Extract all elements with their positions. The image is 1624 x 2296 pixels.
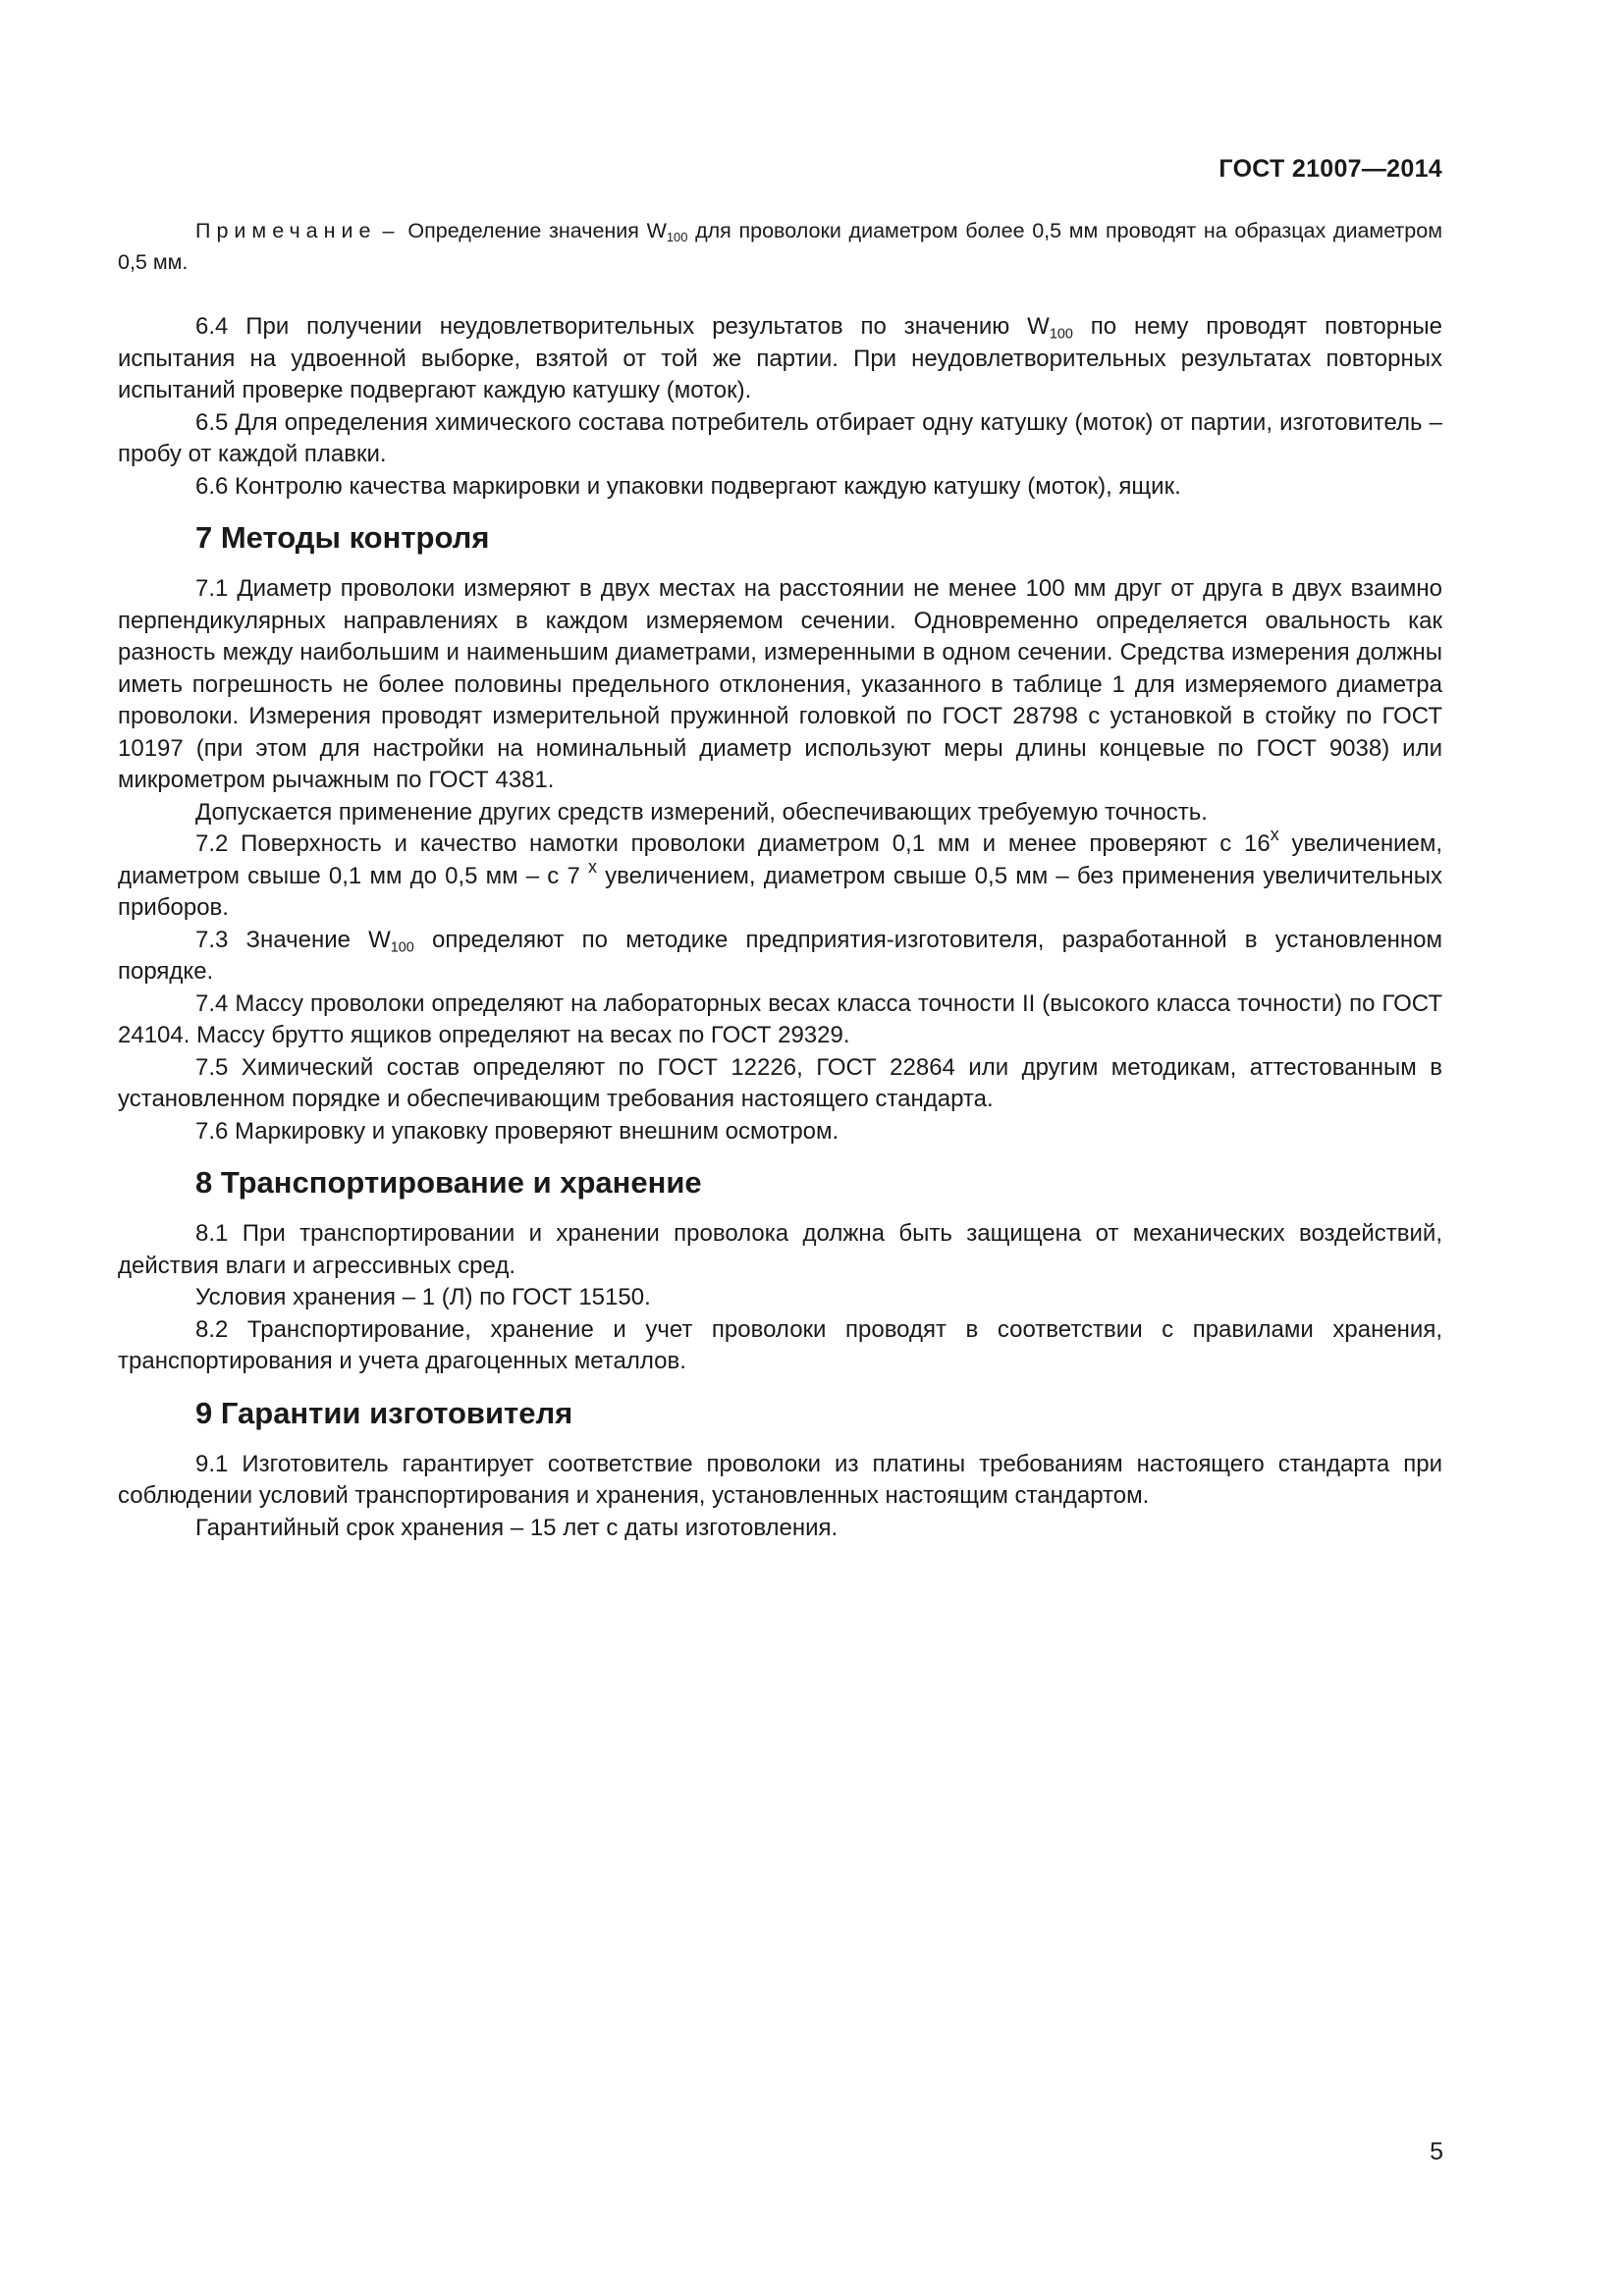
- note-subscript: 100: [666, 229, 688, 244]
- clause-7-1: 7.1 Диаметр проволоки измеряют в двух местах на расстоянии не менее 100 мм друг от друга в двух взаимно перпендикулярных направлениях в каждом измеряемом сечении. Одновременно определяется овальность как разность между наибольшим и наименьшим диаметрами, измеренными в одном сечении. Средства измерения должны иметь погрешность не более половины предельного отклонения, указанного в таблице 1 для измеряемого диаметра проволоки. Измерения проводят измерительной пружинной головкой по ГОСТ 28798 с установкой в стойку по ГОСТ 10197 (при этом для настройки на номинальный диаметр используют меры длины концевые по ГОСТ 9038) или микрометром рычажным по ГОСТ 4381.: [118, 575, 1442, 793]
- clause-6-4: [118, 311, 1442, 407]
- clause-7-4: 7.4 Массу проволоки определяют на лабораторных весах класса точности II (высокого класса точности) по ГОСТ 24104. Массу брутто ящиков определяют на весах по ГОСТ 29329.: [118, 989, 1443, 1048]
- note-label: Примечание: [195, 219, 377, 242]
- clause-7-3-text-rest: определяют по методике предприятия-изготовителя, разработанной в установленном порядке.: [118, 926, 1443, 985]
- clause-7-6: 7.6 Маркировку и упаковку проверяют внешним осмотром.: [195, 1117, 839, 1145]
- clause-7-1-addendum: Допускается применение других средств измерений, обеспечивающих требуемую точность.: [195, 798, 1208, 826]
- spacer: [118, 278, 1442, 311]
- clause-6-4-text-rest: по нему проводят повторные испытания на удвоенной выборке, взятой от той же партии. При неудовлетворительных результатах повторных испытаний проверке подвергают каждую катушку (моток).: [118, 313, 1442, 403]
- clause-6-6: 6.6 Контролю качества маркировки и упаковки подвергают каждую катушку (моток), ящик.: [195, 472, 1181, 500]
- clause-6-4-text: 6.4 При получении неудовлетворительных результатов по значению W: [195, 313, 1050, 340]
- clause-7-3: [118, 925, 1442, 988]
- clause-6-4-subscript: 100: [1049, 326, 1073, 343]
- clause-7-3-subscript: 100: [390, 938, 414, 955]
- clause-6-5: 6.5 Для определения химического состава потребитель отбирает одну катушку (моток) от партии, изготовитель – пробу от каждой плавки.: [118, 408, 1442, 467]
- note-text-rest: для проволоки диаметром более 0,5 мм проводят на образцах диаметром 0,5 мм.: [118, 219, 1442, 274]
- document-body: [118, 215, 1442, 1544]
- magnification-superscript: х: [1270, 825, 1279, 845]
- magnification-superscript-2: х: [587, 856, 597, 877]
- clause-7-3-text: 7.3 Значение W: [195, 926, 391, 953]
- section-7-title: 7 Методы контроля: [195, 520, 490, 555]
- clause-8-2: 8.2 Транспортирование, хранение и учет проволоки проводят в соответствии с правилами хранения, транспортирования и учета драгоценных металлов.: [118, 1315, 1442, 1374]
- clause-7-2-text-mid: увеличением, диаметром свыше 0,1 мм до 0,5 мм – с 7: [118, 830, 1443, 889]
- page-number: 5: [1430, 2138, 1443, 2165]
- clause-8-1: 8.1 При транспортировании и хранении проволока должна быть защищена от механических воздействий, действия влаги и агрессивных сред.: [118, 1220, 1442, 1279]
- clause-7-2-text: 7.2 Поверхность и качество намотки проволоки диаметром 0,1 мм и менее проверяют с 16: [195, 830, 1271, 857]
- clause-8-1-addendum: Условия хранения – 1 (Л) по ГОСТ 15150.: [195, 1284, 651, 1310]
- clause-7-2-text-rest: увеличением, диаметром свыше 0,5 мм – без применения увеличительных приборов.: [118, 862, 1442, 921]
- note-dash: –: [382, 219, 395, 242]
- note-paragraph: [118, 215, 1442, 278]
- section-8-title: 8 Транспортирование и хранение: [195, 1165, 702, 1200]
- document-header: ГОСТ 21007—2014: [1218, 155, 1442, 183]
- section-9-title: 9 Гарантии изготовителя: [195, 1395, 573, 1430]
- clause-9-1: 9.1 Изготовитель гарантирует соответствие проволоки из платины требованиям настоящего стандарта при соблюдении условий транспортирования и хранения, установленных настоящим стандартом.: [118, 1450, 1442, 1509]
- clause-9-1-addendum: Гарантийный срок хранения – 15 лет с даты изготовления.: [195, 1514, 839, 1541]
- clause-7-5: 7.5 Химический состав определяют по ГОСТ 12226, ГОСТ 22864 или другим методикам, аттестованным в установленном порядке и обеспечивающим требования настоящего стандарта.: [118, 1053, 1442, 1112]
- note-text: Определение значения W: [407, 219, 667, 242]
- clause-7-2: [118, 825, 1443, 925]
